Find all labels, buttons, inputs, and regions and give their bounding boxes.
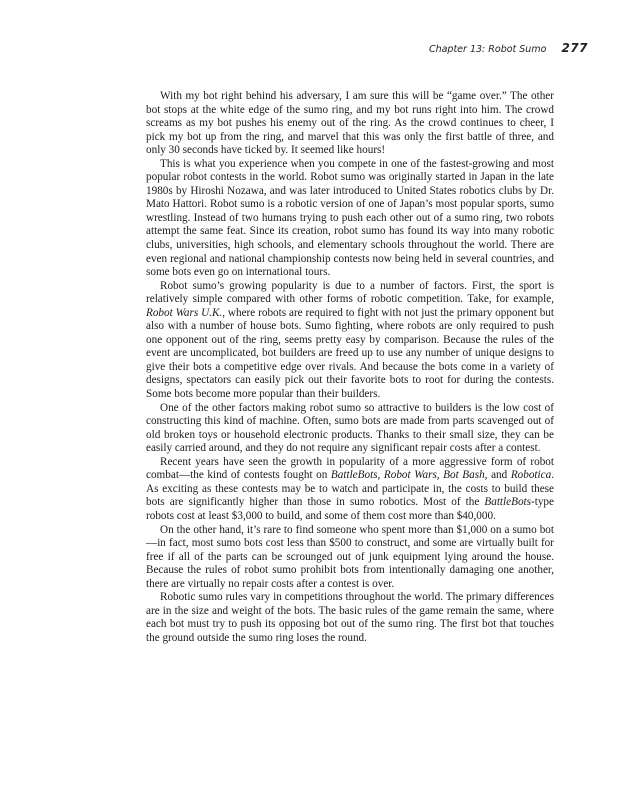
paragraph-6: On the other hand, it’s rare to find someone who spent more than $1,000 on a sumo bot—in fact, most sumo bots cost less than $500 to construct, and some are virtually built for free if all of the parts can be scrounged out of junk equipment lying around the house. Because the rules of robot sumo prohibit bots from intentionally damaging one another, there are virtually no repair costs after a contest is over.	[146, 523, 554, 590]
paragraph-5	[146, 456, 554, 524]
chapter-label: Chapter 13:	[428, 44, 486, 55]
paragraph-5-text-a: Recent years have seen the growth in popularity of a more aggressive form of robot combat—the kind of contests fought on	[146, 455, 554, 482]
paragraph-5-text-c: . As exciting as these contests may be to watch and participate in, the costs to build these bots are significantly higher than those in sumo robotics. Most of the	[146, 469, 555, 509]
robotica-title: Robotica	[510, 469, 552, 482]
page-number: 277	[561, 41, 588, 55]
paragraph-2: This is what you experience when you compete in one of the fastest-growing and most popular robot contests in the world. Robot sumo was originally started in Japan in the late 1980s by Hiroshi Nozawa, and was later introduced to United States robotics clubs by Dr. Mato Hattori. Robot sumo is a robotic version of one of Japan’s most popular sports, sumo wrestling. Instead of two humans trying to push each other out of a sumo ring, two robots attempt the same feat. Since its creation, robot sumo has found its way into many robotic clubs, universities, high schools, and elementary schools throughout the world. There are even regional and national championship contests now being held in several countries, and some bots even go on international tours.	[146, 157, 554, 279]
running-head	[429, 41, 588, 55]
paragraph-3-text-after: , where robots are required to fight with not just the primary opponent but also with a number of house bots. Sumo fighting, where robots are only required to push one opponent out of the ring, seems pretty easy by comparison. Because the rules of the event are uncomplicated, bot builders are freed up to use any number of unique designs to give their bots a competitive edge over rivals. And because the bots come in a variety of designs, spectators can easily pick out their favorite bots to root for during the contests. Some bots become more popular than their builders.	[146, 306, 555, 401]
chapter-title: Robot Sumo	[488, 44, 547, 55]
battlebots-title: BattleBots	[484, 496, 531, 509]
paragraph-7: Robotic sumo rules vary in competitions throughout the world. The primary differences are in the size and weight of the bots. The basic rules of the game remain the same, where each bot must try to push its opposing bot out of the sumo ring. The first bot that touches the ground outside the sumo ring loses the round.	[146, 591, 554, 644]
paragraph-3	[146, 280, 554, 402]
paragraph-1: With my bot right behind his adversary, I am sure this will be “game over.” The other bot stops at the white edge of the sumo ring, and my bot runs right into him. The crowd screams as my bot pushes his enemy out of the ring. As the crowd continues to cheer, I pick my bot up from the ring, and marvel that this was only the first battle of three, and only 30 seconds have ticked by. It seemed like hours!	[146, 90, 554, 157]
body-text	[146, 90, 554, 645]
paragraph-5-text-d: -type robots cost at least $3,000 to build, and some of them cost more than $40,000.	[146, 496, 554, 522]
paragraph-5-text-b: and	[487, 469, 511, 482]
robot-wars-uk-title: Robot Wars U.K.	[146, 306, 223, 319]
paragraph-4: One of the other factors making robot sumo so attractive to builders is the low cost of constructing this kind of machine. Often, sumo bots are made from parts scavenged out of old broken toys or household electronic products. Thanks to their small size, they can be easily carried around, and they do not require any significant repair costs after a contest.	[146, 401, 554, 455]
contest-titles: BattleBots, Robot Wars, Bot Bash,	[330, 469, 488, 482]
paragraph-3-text-before: Robot sumo’s growing popularity is due to a number of factors. First, the sport is relatively simple compared with other forms of robotic competition. Take, for example,	[146, 279, 554, 306]
